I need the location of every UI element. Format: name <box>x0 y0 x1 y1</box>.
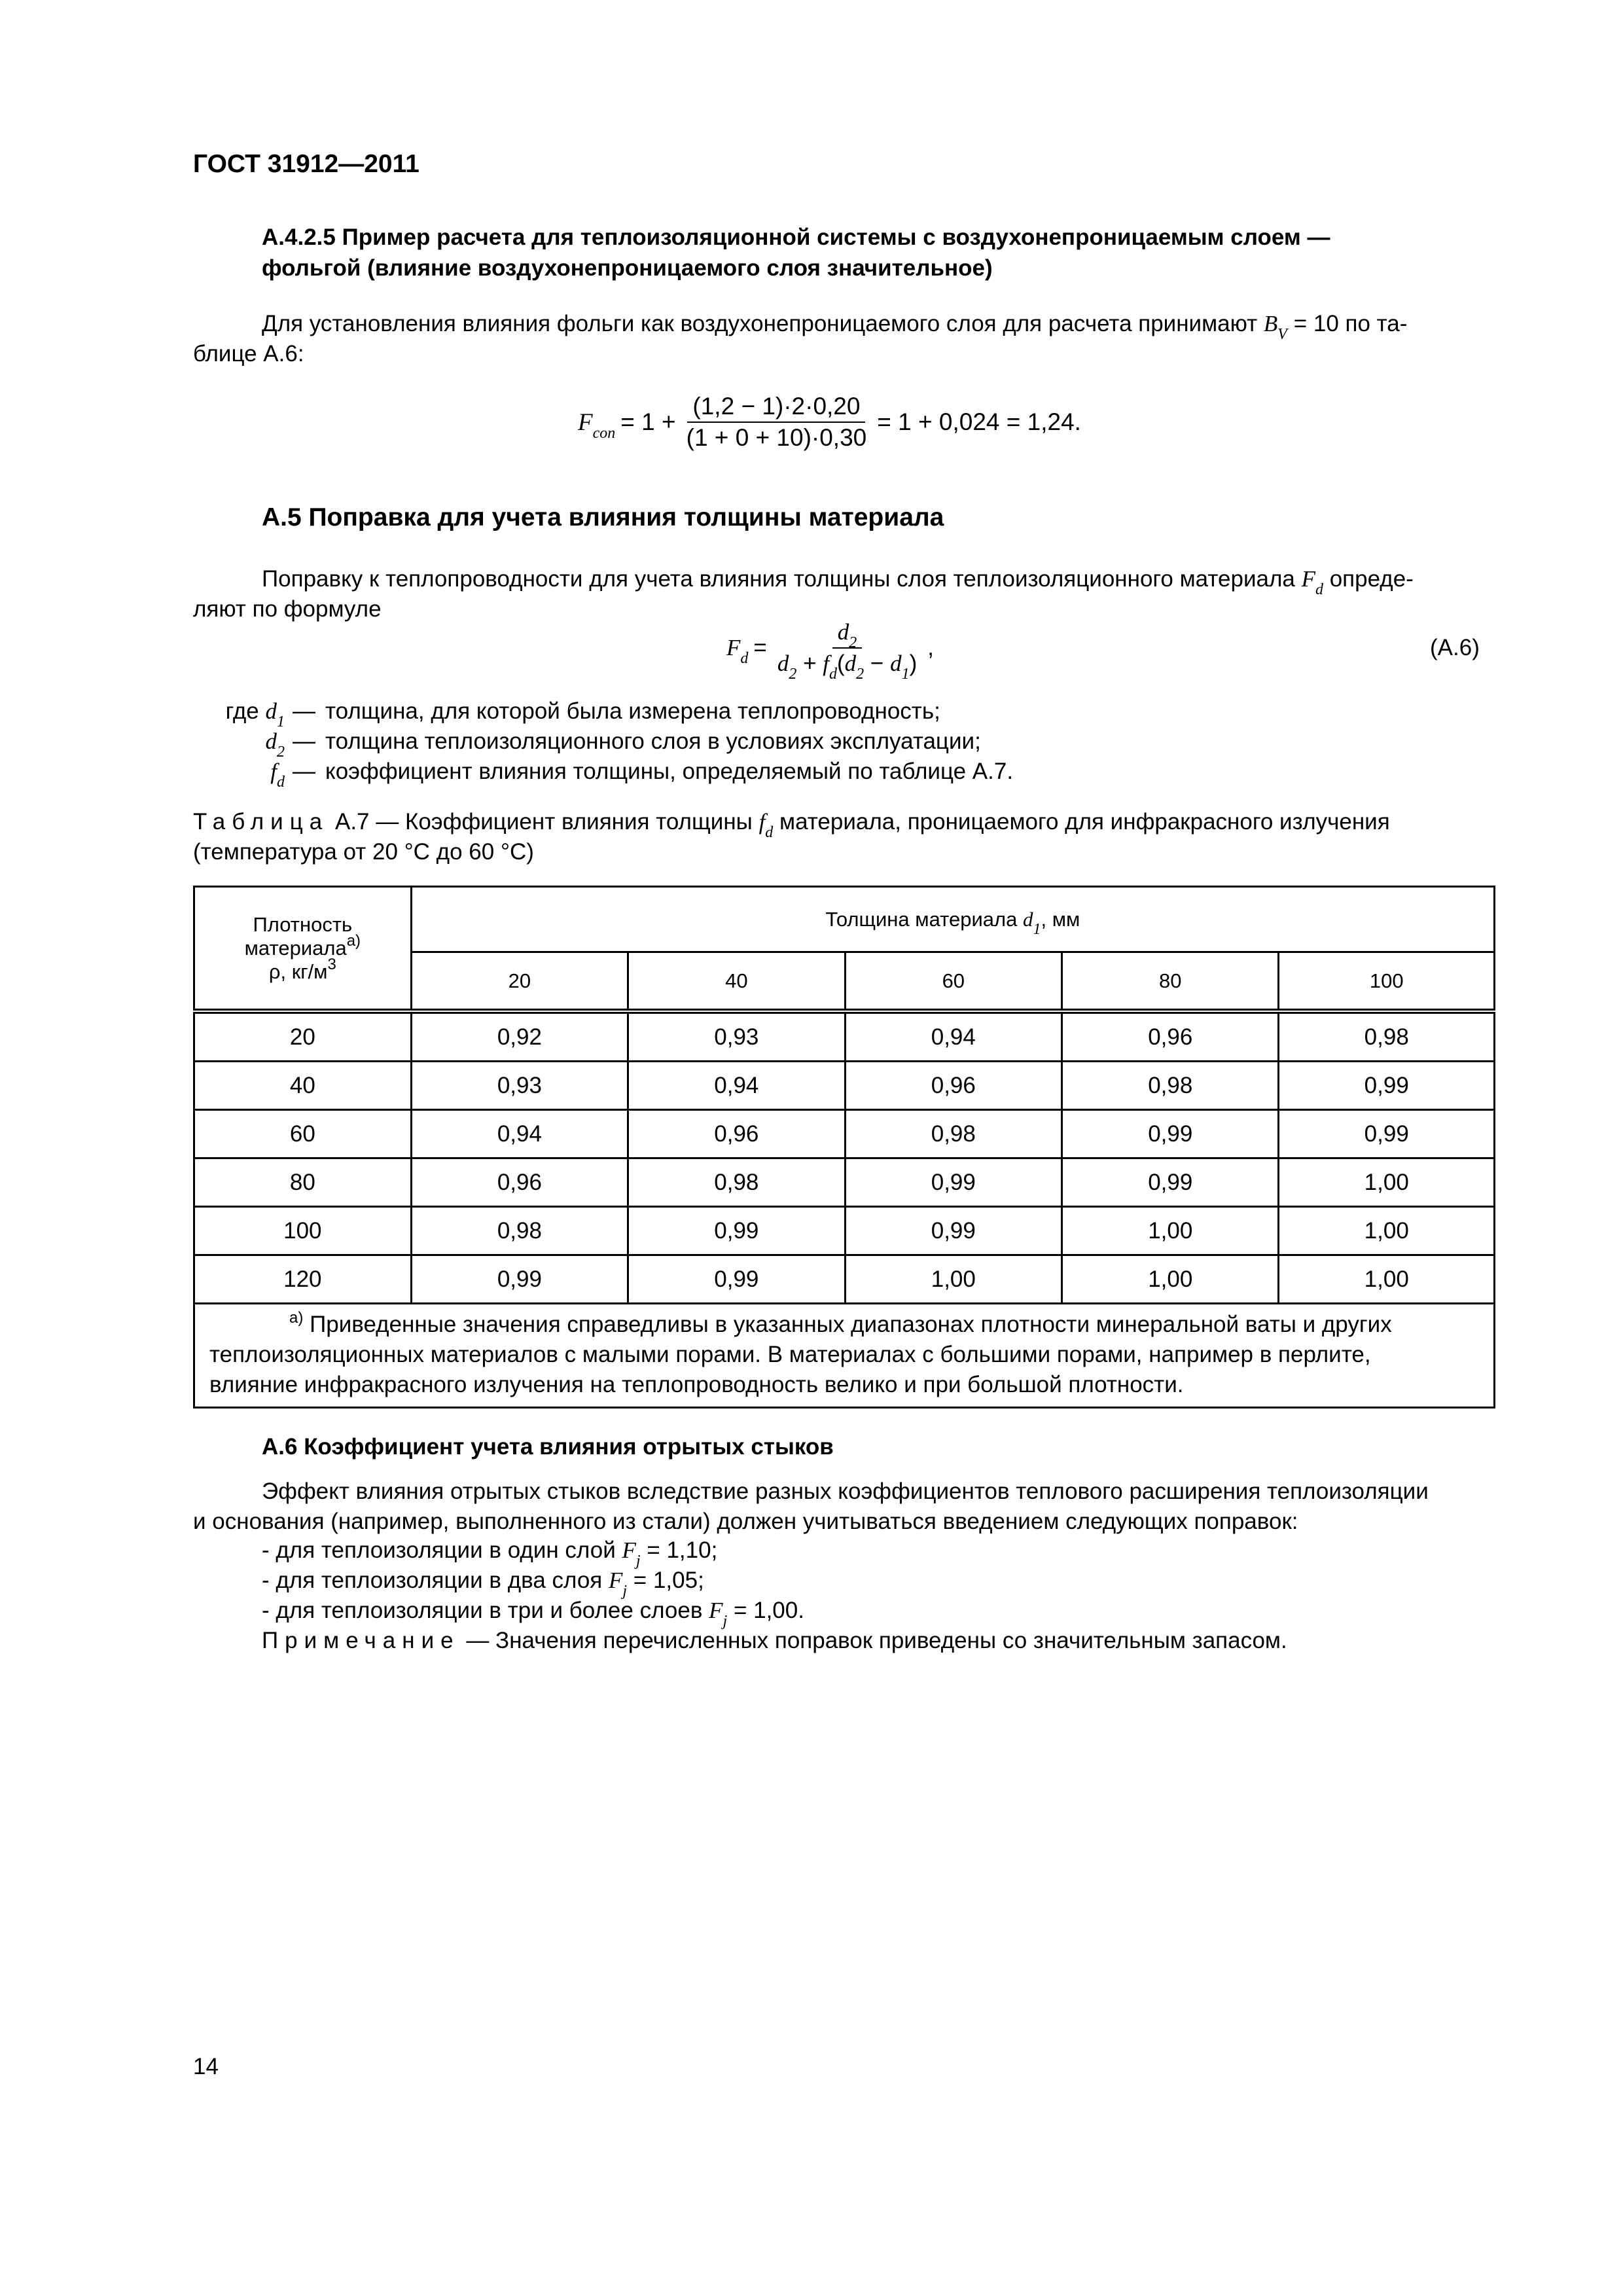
definition-text: коэффициент влияния толщины, определяемый по таблице А.7. <box>325 759 1014 784</box>
symbol-subscript: V <box>1277 326 1287 343</box>
def-subscript: d <box>277 774 285 791</box>
table-footnote <box>194 1304 1495 1408</box>
value-cell: 0,99 <box>628 1207 845 1255</box>
formula-comma: , <box>927 635 934 660</box>
value-cell: 1,00 <box>1279 1255 1495 1304</box>
correction-value: = 1,05; <box>633 1568 704 1593</box>
den-operator: − <box>870 651 884 676</box>
value-cell: 1,00 <box>1062 1207 1279 1255</box>
group-header <box>411 887 1494 952</box>
value-cell: 0,92 <box>411 1011 628 1062</box>
table-footnote-row <box>194 1304 1495 1408</box>
group-subscript: 1 <box>1033 920 1041 938</box>
den-paren: ) <box>909 651 918 676</box>
section-a6-title: А.6 Коэффициент учета влияния отрытых стыков <box>262 1434 834 1460</box>
density-cell: 80 <box>194 1158 412 1207</box>
caption-text: материала, проницаемого для инфракрасного излучения <box>779 809 1390 834</box>
where-prefix: где <box>225 698 259 724</box>
table-row <box>194 1255 1495 1304</box>
section-a5-title: А.5 Поправка для учета влияния толщины материала <box>262 503 944 531</box>
den-subscript: 2 <box>856 666 865 683</box>
density-cell: 100 <box>194 1207 412 1255</box>
section-a425-paragraph-line1 <box>262 309 1408 343</box>
table-row <box>194 1207 1495 1255</box>
definition-dash: — <box>293 759 315 784</box>
caption-text: А.7 — Коэффициент влияния толщины <box>334 809 753 834</box>
definition-symbol <box>193 726 293 761</box>
table-header-row <box>194 887 1495 952</box>
value-cell: 0,99 <box>1062 1110 1279 1158</box>
value-cell: 1,00 <box>1279 1207 1495 1255</box>
symbol-f: F <box>1301 566 1315 592</box>
def-symbol: f <box>270 759 277 784</box>
formula-numerator: (1,2 − 1)·2·0,20 <box>687 391 865 423</box>
value-cell: 0,98 <box>628 1158 845 1207</box>
value-cell: 0,99 <box>845 1207 1061 1255</box>
den-symbol: d <box>890 651 902 676</box>
section-a6-paragraph-line2: и основания (например, выполненного из стали) должен учитываться введением следующих поправок: <box>193 1509 1298 1534</box>
stub-line: Плотность <box>253 912 353 936</box>
den-symbol: f <box>823 651 829 676</box>
formula-result: = 1 + 0,024 = 1,24. <box>877 408 1081 435</box>
correction-symbol: F <box>709 1598 723 1623</box>
value-cell: 0,99 <box>628 1255 845 1304</box>
correction-text: - для теплоизоляции в два слоя <box>262 1568 603 1593</box>
footnote-line: теплоизоляционных материалов с малыми порами. В материалах с большими порами, например в перлите, <box>209 1342 1371 1367</box>
caption-symbol: f <box>758 809 766 834</box>
value-cell: 0,99 <box>411 1255 628 1304</box>
symbol-b: B <box>1263 311 1278 336</box>
value-cell: 0,99 <box>1062 1158 1279 1207</box>
column-header: 80 <box>1062 952 1279 1012</box>
section-a5-paragraph-line1 <box>262 564 1414 598</box>
formula-lhs-subscript: d <box>740 650 749 667</box>
stub-line <box>195 955 410 984</box>
formula-part: = 1 + <box>620 408 676 435</box>
symbol-subscript: d <box>1315 581 1323 598</box>
numerator-subscript: 2 <box>849 634 857 651</box>
footnote-text: Приведенные значения справедливы в указанных диапазонах плотности минеральной ваты и других <box>310 1312 1392 1337</box>
stub-sup: 3 <box>327 955 336 973</box>
table-row <box>194 1062 1495 1110</box>
value-cell: 1,00 <box>1279 1158 1495 1207</box>
value-cell: 0,93 <box>411 1062 628 1110</box>
note-text: — Значения перечисленных поправок приведены со значительным запасом. <box>466 1628 1287 1653</box>
column-header: 40 <box>628 952 845 1012</box>
correction-text: - для теплоизоляции в один слой <box>262 1537 616 1563</box>
caption-subscript: d <box>765 824 774 841</box>
value-cell: 0,98 <box>845 1110 1061 1158</box>
text-span: опреде- <box>1329 566 1414 592</box>
group-symbol: d <box>1022 907 1033 931</box>
correction-subscript: j <box>635 1552 641 1570</box>
density-cell: 120 <box>194 1255 412 1304</box>
section-a425-title-line1: А.4.2.5 Пример расчета для теплоизоляционной системы с воздухонепроницаемым слоем — <box>262 224 1330 250</box>
definition-text: толщина теплоизоляционного слоя в условиях эксплуатации; <box>325 728 981 754</box>
definition-row <box>193 757 1014 791</box>
value-cell: 0,94 <box>411 1110 628 1158</box>
formula-denominator: (1 + 0 + 10)·0,30 <box>686 424 867 451</box>
stub-line <box>195 931 410 960</box>
den-subscript: 1 <box>901 666 910 683</box>
formula-denominator <box>772 649 922 683</box>
def-subscript: 2 <box>277 744 285 761</box>
value-cell: 0,96 <box>411 1158 628 1207</box>
den-symbol: d <box>777 651 789 676</box>
correction-value: = 1,00. <box>733 1598 804 1623</box>
definition-dash: — <box>293 698 315 724</box>
formula-number: (А.6) <box>1430 635 1480 660</box>
formula-fcon <box>578 391 1081 453</box>
correction-subscript: j <box>622 1583 628 1600</box>
density-cell: 40 <box>194 1062 412 1110</box>
document-header: ГОСТ 31912—2011 <box>193 150 419 178</box>
definitions-list <box>193 696 1014 791</box>
correction-value: = 1,10; <box>647 1537 718 1563</box>
section-a5-paragraph-line2: ляют по формуле <box>193 596 382 622</box>
correction-text: - для теплоизоляции в три и более слоев <box>262 1598 703 1623</box>
table-row <box>194 1110 1495 1158</box>
formula-numerator <box>832 617 863 649</box>
value-cell: 0,94 <box>628 1062 845 1110</box>
corrections-list <box>262 1535 1287 1656</box>
value-cell: 0,93 <box>628 1011 845 1062</box>
correction-item <box>262 1596 1287 1630</box>
definition-row <box>193 696 1013 730</box>
definition-text: толщина, для которой была измерена теплопроводность; <box>325 698 940 724</box>
den-paren: ( <box>837 651 845 676</box>
footnote-line <box>209 1310 1482 1340</box>
caption-word: Таблица <box>193 809 329 834</box>
value-cell: 0,99 <box>1279 1062 1495 1110</box>
correction-subscript: j <box>722 1613 728 1630</box>
table-a7 <box>193 886 1495 1408</box>
text-span: Для установления влияния фольги как воздухонепроницаемого слоя для расчета принимают <box>262 311 1258 336</box>
formula-fraction <box>681 391 872 453</box>
section-a425-title-line2: фольгой (влияние воздухонепроницаемого слоя значительное) <box>262 255 993 281</box>
text-span: Поправку к теплопроводности для учета влияния толщины слоя теплоизоляционного материала <box>262 566 1295 592</box>
column-header: 100 <box>1279 952 1495 1012</box>
text-span: = 10 по та- <box>1293 311 1408 336</box>
den-symbol: d <box>844 651 857 676</box>
footnote-line: влияние инфракрасного излучения на теплопроводность велико и при большой плотности. <box>209 1372 1184 1397</box>
formula-fraction <box>772 617 922 683</box>
footnote-mark: а) <box>289 1309 304 1327</box>
stub-text: материала <box>244 936 347 960</box>
value-cell: 0,99 <box>1279 1110 1495 1158</box>
note <box>262 1626 1287 1656</box>
page-number: 14 <box>193 2054 219 2079</box>
value-cell: 0,98 <box>1279 1011 1495 1062</box>
correction-item <box>262 1535 1287 1570</box>
value-cell: 0,96 <box>628 1110 845 1158</box>
definition-dash: — <box>293 728 315 754</box>
formula-fd <box>726 617 934 683</box>
stub-text: ρ, кг/м <box>268 960 328 983</box>
correction-symbol: F <box>608 1568 623 1593</box>
column-header: 20 <box>411 952 628 1012</box>
den-operator: + <box>803 651 817 676</box>
formula-lhs-subscript: con <box>592 424 616 442</box>
formula-lhs: F <box>578 408 593 436</box>
table-row <box>194 1158 1495 1207</box>
formula-equals: = <box>753 635 767 660</box>
den-subscript: 2 <box>789 666 797 683</box>
table-caption-line1 <box>193 807 1390 841</box>
note-word: Примечание <box>262 1628 460 1653</box>
column-header: 60 <box>845 952 1061 1012</box>
definition-symbol <box>193 696 293 730</box>
formula-lhs: F <box>726 635 741 660</box>
def-symbol: d <box>265 728 277 754</box>
correction-symbol: F <box>622 1537 636 1563</box>
value-cell: 1,00 <box>1062 1255 1279 1304</box>
value-cell: 0,98 <box>411 1207 628 1255</box>
numerator-symbol: d <box>837 619 849 645</box>
value-cell: 0,98 <box>1062 1062 1279 1110</box>
stub-header <box>194 887 412 1012</box>
definition-symbol <box>193 757 293 791</box>
value-cell: 0,94 <box>845 1011 1061 1062</box>
group-unit: , мм <box>1041 907 1080 931</box>
section-a425-paragraph-line2: блице А.6: <box>193 341 304 367</box>
def-symbol: d <box>265 698 277 724</box>
table-row <box>194 1011 1495 1062</box>
density-cell: 20 <box>194 1011 412 1062</box>
density-cell: 60 <box>194 1110 412 1158</box>
footnote-ref: а) <box>346 931 361 950</box>
def-subscript: 1 <box>277 713 285 730</box>
den-subscript: d <box>829 666 837 683</box>
value-cell: 0,99 <box>845 1158 1061 1207</box>
section-a6-paragraph-line1: Эффект влияния отрытых стыков вследствие разных коэффициентов теплового расширения теплоизоляции <box>262 1479 1429 1504</box>
table-caption-line2: (температура от 20 °С до 60 °С) <box>193 839 534 865</box>
value-cell: 1,00 <box>845 1255 1061 1304</box>
value-cell: 0,96 <box>1062 1011 1279 1062</box>
definition-row <box>193 726 1013 761</box>
group-text: Толщина материала <box>825 907 1018 931</box>
value-cell: 0,96 <box>845 1062 1061 1110</box>
correction-item <box>262 1566 1287 1600</box>
